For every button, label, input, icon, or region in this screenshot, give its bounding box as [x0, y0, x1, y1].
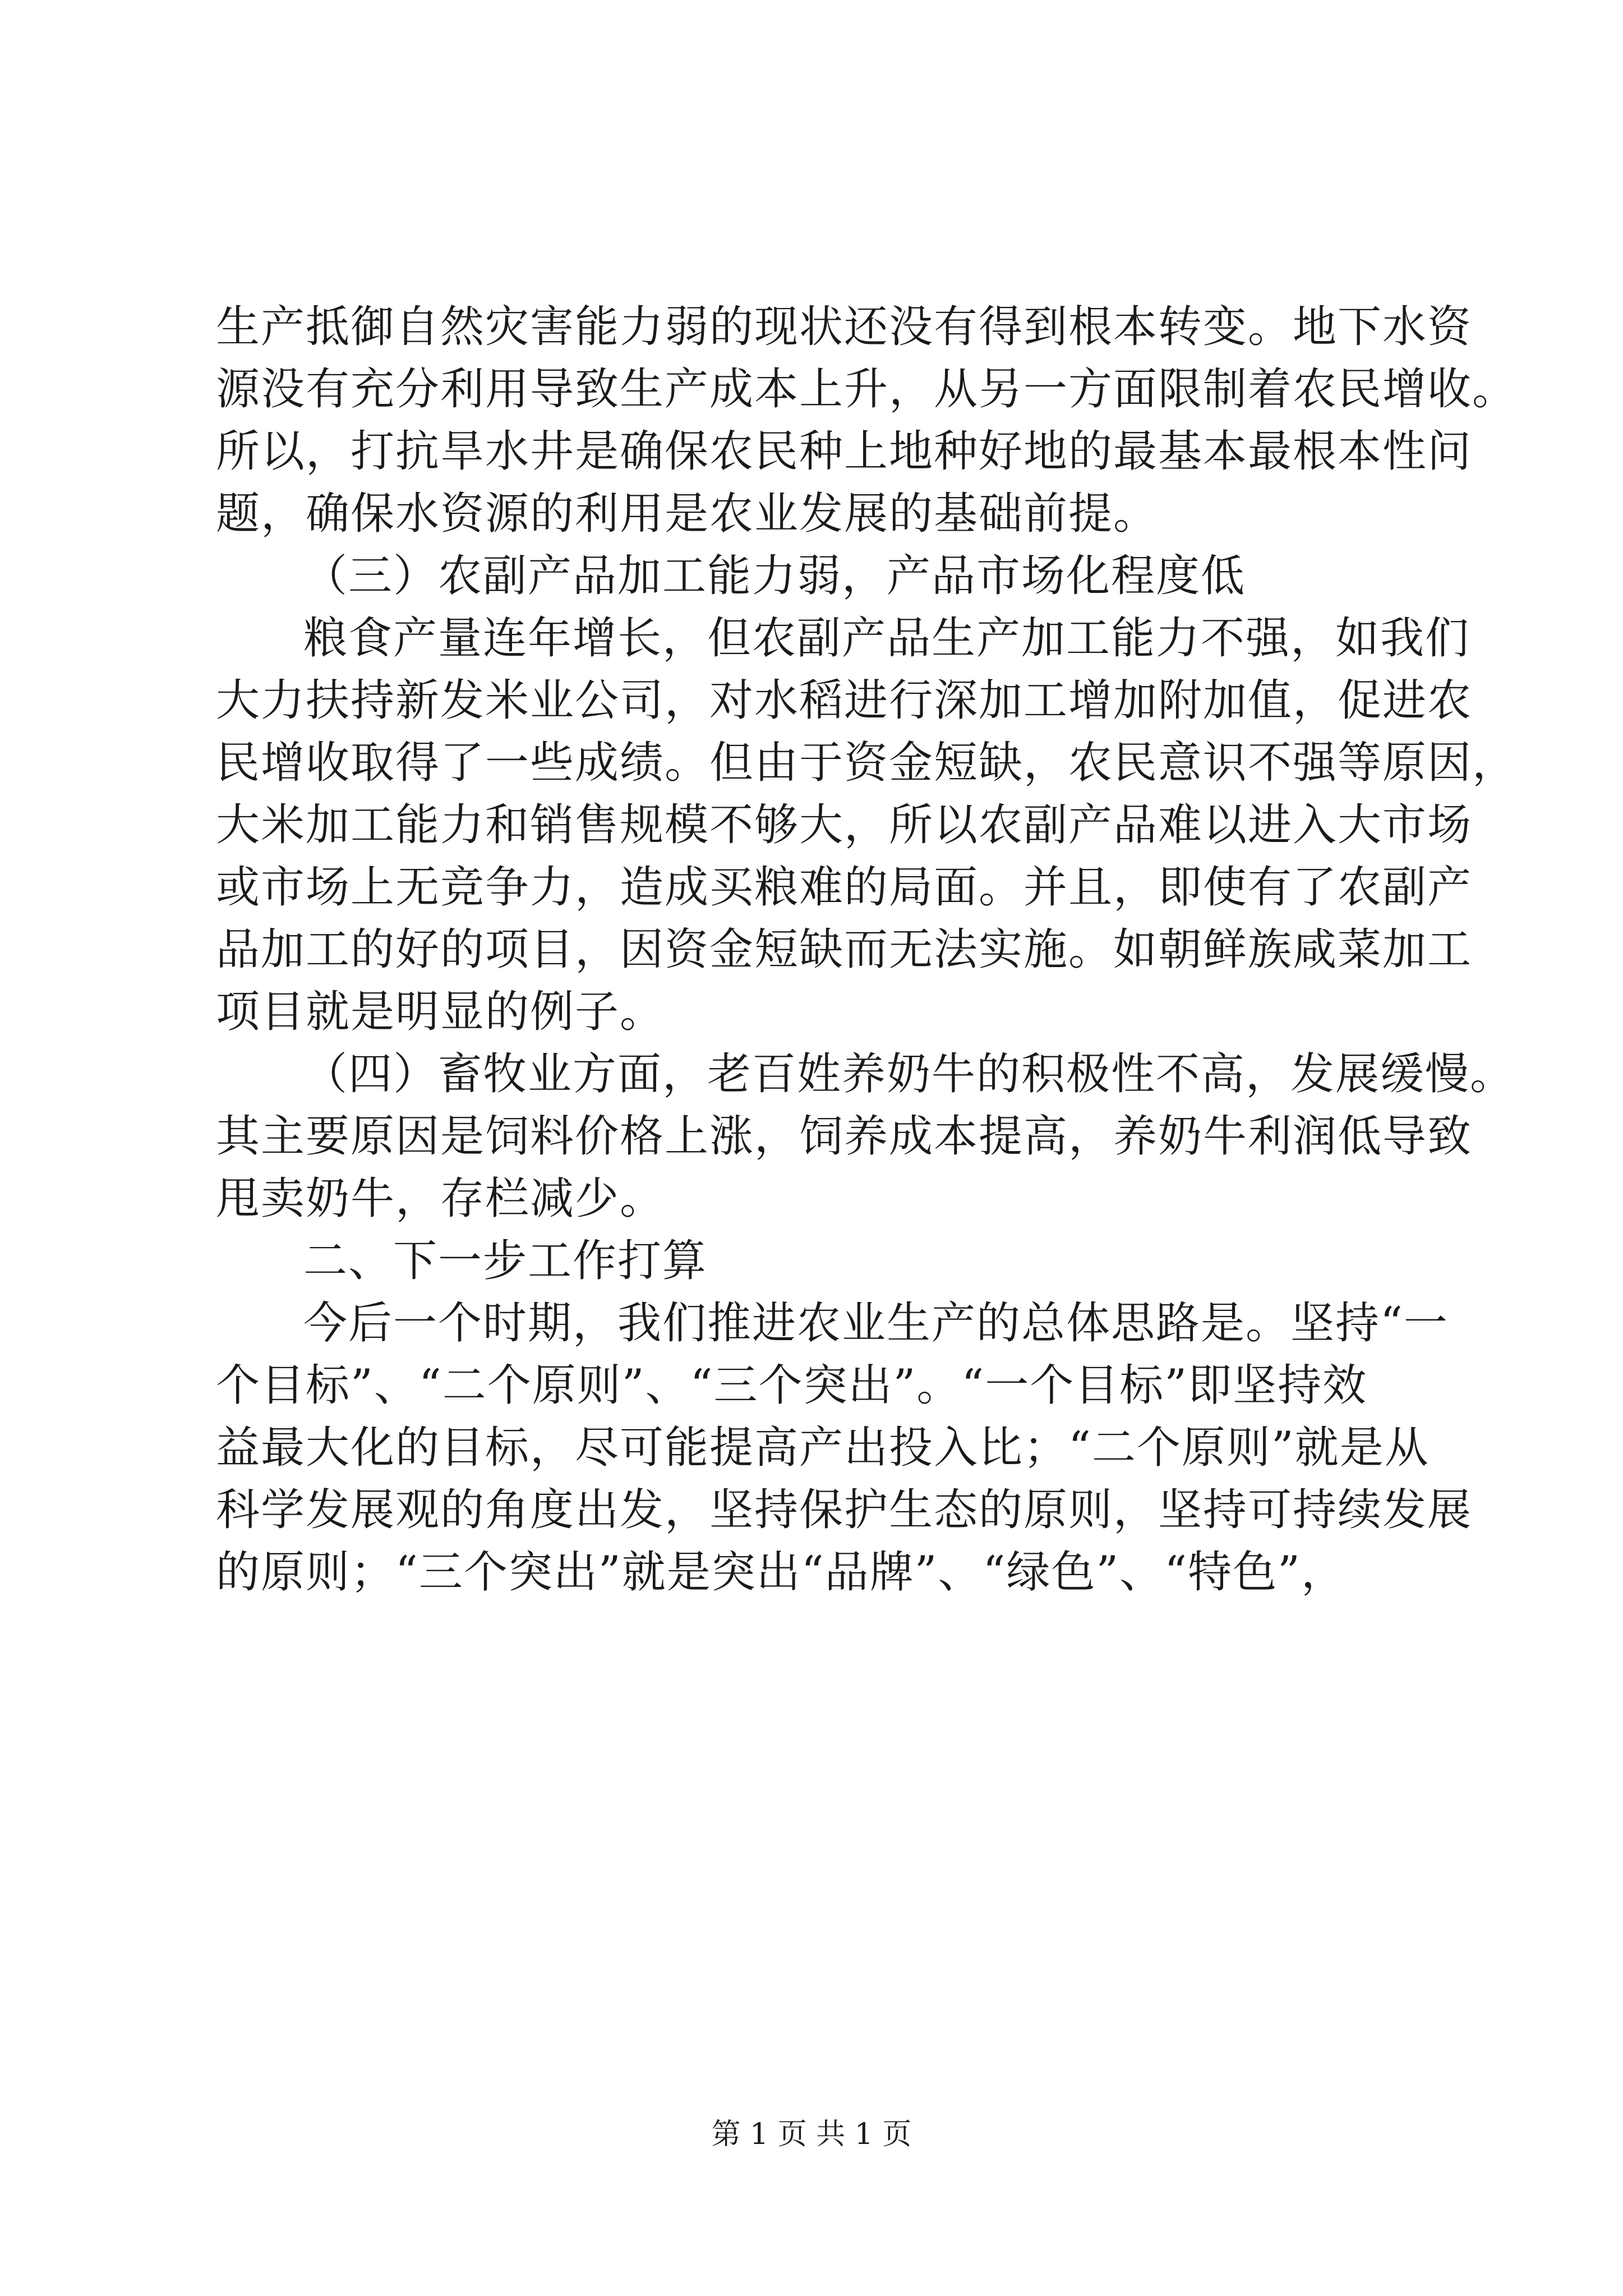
text-line: 项目就是明显的例子。 [216, 987, 665, 1037]
text-line: 源没有充分利用导致生产成本上升，从另一方面限制着农民增收。 [216, 364, 1518, 415]
section-heading: 二、下一步工作打算 [303, 1236, 708, 1286]
text-line: 品加工的好的项目，因资金短缺而无法实施。如朝鲜族咸菜加工 [216, 924, 1473, 975]
text-line: 大力扶持新发米业公司，对水稻进行深加工增加附加值，促进农 [216, 675, 1473, 726]
text-line: 或市场上无竞争力，造成买粮难的局面。并且，即使有了农副产 [216, 862, 1473, 913]
text-line: 甩卖奶牛，存栏减少。 [216, 1174, 665, 1224]
page-number-footer: 第 1 页 共 1 页 [711, 2118, 912, 2151]
text-line: 粮食产量连年增长，但农副产品生产加工能力不强，如我们 [303, 613, 1470, 664]
text-line: 的原则；“三个突出”就是突出“品牌”、“绿色”、“特色”， [216, 1547, 1347, 1598]
section-heading: （三）农副产品加工能力弱，产品市场化程度低 [303, 551, 1246, 601]
text-line: 个目标”、“二个原则”、“三个突出”。“一个目标”即坚持效 [216, 1360, 1368, 1411]
text-line: 益最大化的目标，尽可能提高产出投入比；“二个原则”就是从 [216, 1423, 1430, 1473]
text-line: 生产抵御自然灾害能力弱的现状还没有得到根本转变。地下水资 [216, 302, 1473, 352]
text-line: 今后一个时期，我们推进农业生产的总体思路是。坚持“一 [303, 1298, 1449, 1349]
text-line: 民增收取得了一些成绩。但由于资金短缺，农民意识不强等原因， [216, 738, 1518, 788]
text-line: 其主要原因是饲料价格上涨，饲养成本提高，养奶牛利润低导致 [216, 1111, 1473, 1162]
section-heading: （四）畜牧业方面，老百姓养奶牛的积极性不高，发展缓慢。 [303, 1049, 1515, 1099]
text-line: 所以，打抗旱水井是确保农民种上地种好地的最基本最根本性问 [216, 426, 1473, 477]
text-line: 大米加工能力和销售规模不够大，所以农副产品难以进入大市场 [216, 800, 1473, 850]
text-line: 科学发展观的角度出发，坚持保护生态的原则，坚持可持续发展 [216, 1485, 1473, 1535]
text-line: 题，确保水资源的利用是农业发展的基础前提。 [216, 489, 1159, 539]
document-body [216, 296, 1518, 1604]
